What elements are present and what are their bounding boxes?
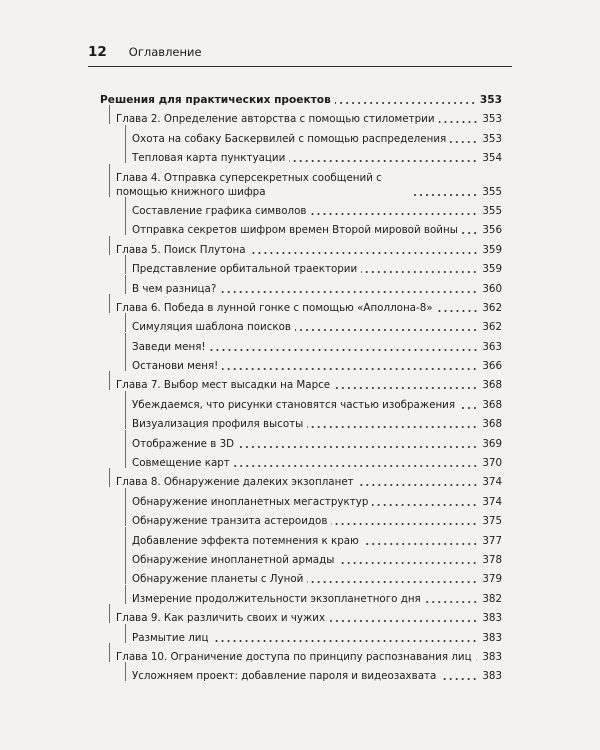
toc-section-entry[interactable] [100,359,502,373]
dot-leader [310,213,478,215]
dot-leader [437,310,478,312]
dot-leader [331,523,478,525]
toc-section-entry[interactable] [100,534,502,548]
running-head [88,44,512,67]
toc-entry-title: Решения для практических проектов [100,94,331,106]
toc-entry-title: Глава 8. Обнаружение далеких экзопланет [116,476,354,489]
toc-entry-title: Тепловая карта пунктуации [132,152,286,165]
toc-entry-page: 359 [482,243,502,256]
dot-leader [363,543,478,545]
table-of-contents [100,93,502,683]
dot-leader [425,601,478,603]
toc-entry-title: Добавление эффекта потемнения к краю [132,534,359,547]
toc-part-entry[interactable] [100,93,502,107]
toc-entry-title: Глава 10. Ограничение доступа по принципу распознавания лиц [116,650,472,663]
dot-leader [289,160,478,162]
toc-entry-page: 383 [482,650,502,663]
dot-leader [212,640,478,642]
toc-entry-title: Отправка секретов шифром времен Второй мировой войны [132,224,458,237]
toc-entry-page: 353 [482,113,502,126]
toc-entry-page: 366 [482,360,502,373]
toc-entry-page: 354 [482,152,502,165]
toc-entry-page: 370 [482,457,502,470]
toc-section-entry[interactable] [100,553,502,567]
toc-chapter-entry[interactable] [100,611,502,625]
toc-entry-title: Глава 2. Определение авторства с помощью стилометрии [116,113,435,126]
toc-entry-title: Измерение продолжительности экзопланетного дня [132,592,421,605]
toc-entry-title: Обнаружение транзита астероидов [132,515,328,528]
dot-leader [250,252,478,254]
toc-section-entry[interactable] [100,282,502,296]
toc-section-entry[interactable] [100,417,502,431]
toc-entry-page: 356 [482,224,502,237]
toc-section-entry[interactable] [100,592,502,606]
toc-entry-page: 368 [482,379,502,392]
toc-entry-page: 383 [482,631,502,644]
toc-entry-title: Глава 9. Как различить своих и чужих [116,612,326,625]
toc-entry-page: 360 [482,282,502,295]
dot-leader [238,446,478,448]
toc-section-entry[interactable] [100,514,502,528]
toc-entry-title: Заведи меня! [132,340,206,353]
toc-section-entry[interactable] [100,204,502,218]
dot-leader [450,141,478,143]
dot-leader [222,368,478,370]
toc-entry-page: 362 [482,301,502,314]
toc-section-entry[interactable] [100,456,502,470]
dot-leader [210,349,478,351]
dot-leader [220,291,478,293]
dot-leader [295,329,478,331]
toc-section-entry[interactable] [100,223,502,237]
toc-entry-page: 374 [482,495,502,508]
toc-chapter-entry[interactable] [100,171,502,199]
dot-leader [358,484,478,486]
toc-entry-page: 369 [482,437,502,450]
toc-entry-title: Составление графика символов [132,204,307,217]
section-title: Оглавление [128,45,202,59]
toc-section-entry[interactable] [100,437,502,451]
toc-entry-page: 378 [482,553,502,566]
toc-chapter-entry[interactable] [100,112,502,126]
toc-entry-title: Визуализация профиля высоты [132,418,304,431]
toc-section-entry[interactable] [100,340,502,354]
dot-leader [462,232,478,234]
toc-entry-page: 377 [482,534,502,547]
toc-section-entry[interactable] [100,320,502,334]
toc-section-entry[interactable] [100,631,502,645]
toc-entry-title: Глава 6. Победа в лунной гонке с помощью «Аполлона-8» [116,301,433,314]
page-number: 12 [88,44,107,60]
toc-chapter-entry[interactable] [100,650,502,664]
dot-leader [440,678,478,680]
toc-entry-title: Усложняем проект: добавление пароля и видеозахвата [132,670,437,683]
toc-entry-title: Размытие лиц [132,631,209,644]
toc-entry-title: Представление орбитальной траектории [132,263,358,276]
dot-leader [361,271,478,273]
toc-entry-page: 368 [482,418,502,431]
toc-section-entry[interactable] [100,495,502,509]
toc-entry-page: 383 [482,612,502,625]
toc-entry-page: 353 [479,94,502,106]
dot-leader [372,504,478,506]
toc-entry-title: Обнаружение планеты с Луной [132,573,304,586]
dot-leader [334,387,478,389]
toc-entry-page: 359 [482,263,502,276]
toc-entry-title: Совмещение карт [132,457,230,470]
toc-entry-title: Обнаружение инопланетной армады [132,553,335,566]
toc-entry-page: 375 [482,515,502,528]
toc-entry-title: Глава 7. Выбор мест высадки на Марсе [116,379,331,392]
dot-leader [476,659,478,661]
dot-leader [410,194,478,196]
toc-chapter-entry[interactable] [100,378,502,392]
toc-entry-page: 355 [482,204,502,217]
dot-leader [338,562,478,564]
dot-leader [459,407,478,409]
dot-leader [329,620,478,622]
toc-entry-title: Глава 5. Поиск Плутона [116,243,246,256]
toc-entry-title: В чем разница? [132,282,217,295]
toc-entry-page: 382 [482,592,502,605]
toc-section-entry[interactable] [100,262,502,276]
toc-entry-title: Отображение в 3D [132,437,235,450]
dot-leader [307,581,478,583]
toc-entry-page: 355 [482,185,502,198]
toc-section-entry[interactable] [100,151,502,165]
toc-entry-title: Охота на собаку Баскервилей с помощью распределения [132,132,447,145]
toc-entry-page: 368 [482,398,502,411]
toc-entry-title: Убеждаемся, что рисунки становятся частью изображения [132,398,456,411]
toc-entry-title: Глава 4. Отправка суперсекретных сообщений с помощью книжного шифра [116,171,382,198]
dot-leader [439,121,478,123]
toc-chapter-entry[interactable] [100,301,502,315]
toc-entry-title: Останови меня! [132,360,219,373]
toc-entry-page: 383 [482,670,502,683]
toc-entry-page: 362 [482,321,502,334]
toc-entry-title: Обнаружение инопланетных мегаструктур [132,495,369,508]
toc-section-entry[interactable] [100,398,502,412]
toc-section-entry[interactable] [100,669,502,683]
toc-entry-page: 353 [482,132,502,145]
toc-entry-page: 374 [482,476,502,489]
toc-entry-page: 363 [482,340,502,353]
toc-entry-title: Симуляция шаблона поисков [132,321,291,334]
dot-leader [307,426,478,428]
toc-section-entry[interactable] [100,132,502,146]
toc-chapter-entry[interactable] [100,243,502,257]
dot-leader [234,465,478,467]
dot-leader [335,102,476,104]
toc-section-entry[interactable] [100,572,502,586]
toc-entry-page: 379 [482,573,502,586]
toc-chapter-entry[interactable] [100,475,502,489]
